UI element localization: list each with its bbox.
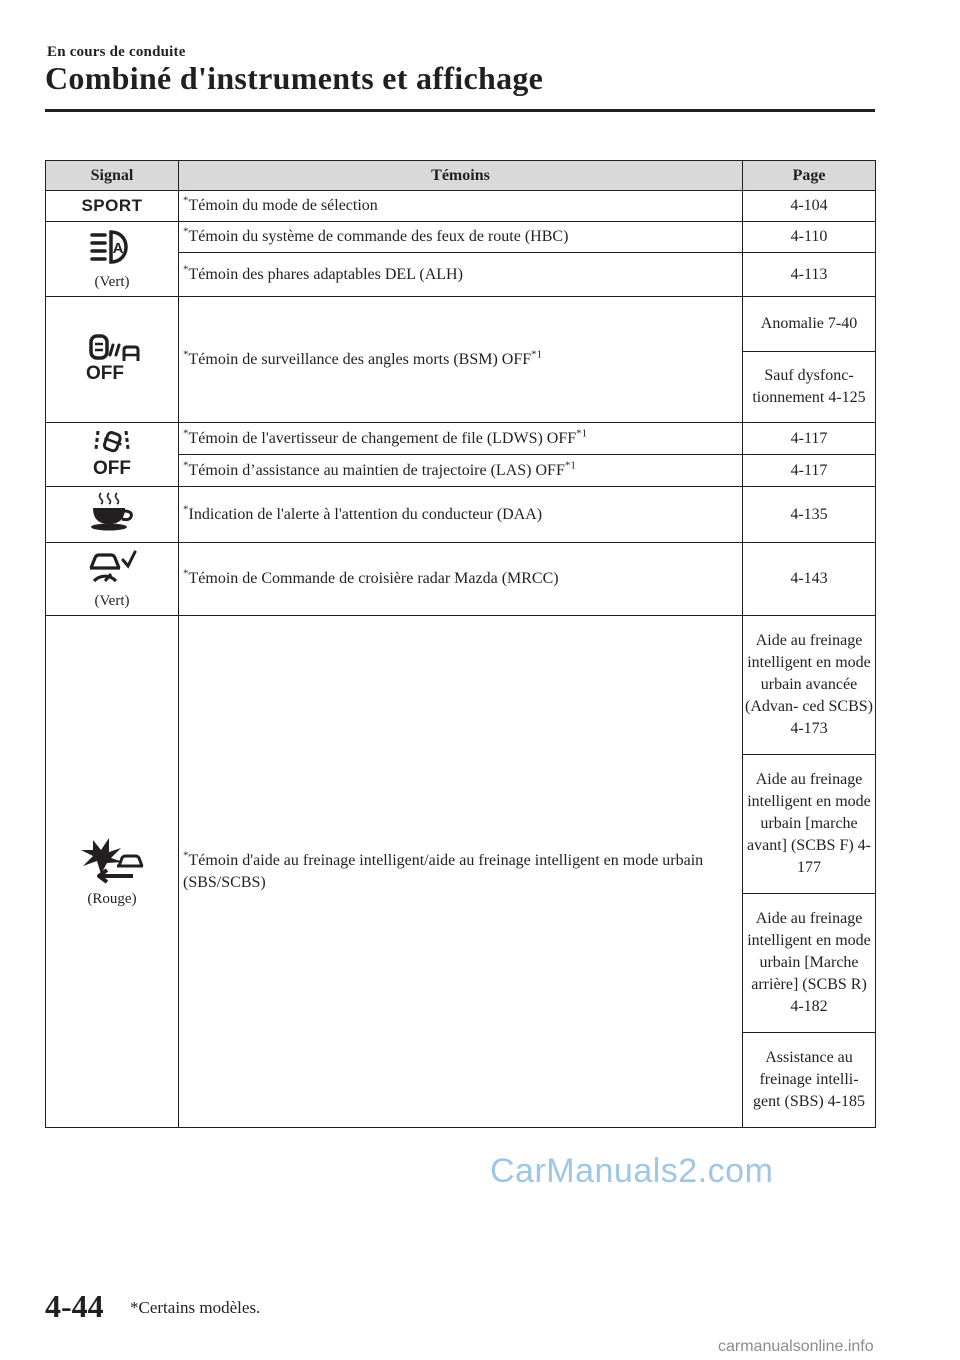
row-page: 4-117 — [743, 455, 876, 487]
row-page: Aide au freinage intelligent en mode urbain avancée (Advan- ced SCBS) 4-173 — [743, 616, 876, 755]
table-row — [46, 487, 876, 543]
signal-cell — [46, 487, 179, 543]
table-row — [46, 191, 876, 222]
sport-label: SPORT — [81, 196, 143, 215]
table-row — [46, 543, 876, 616]
collision-brake-icon — [79, 836, 145, 884]
signal-cell — [46, 543, 179, 616]
color-note: (Vert) — [94, 274, 130, 290]
signals-table — [45, 160, 876, 1128]
footnote: *Certains modèles. — [130, 1298, 261, 1317]
column-header-signal: Signal — [46, 161, 179, 191]
table-row — [46, 297, 876, 352]
table-row — [46, 222, 876, 253]
table-row — [46, 423, 876, 455]
sport-icon — [46, 191, 179, 222]
title-divider — [45, 109, 875, 112]
signal-cell — [46, 616, 179, 1128]
row-page: 4-104 — [743, 191, 876, 222]
row-page: 4-117 — [743, 423, 876, 455]
row-page: 4-143 — [743, 543, 876, 616]
watermark: CarManuals2.com — [490, 1152, 774, 1190]
color-note: (Vert) — [94, 593, 130, 609]
row-description: *Témoin du système de commande des feux de route (HBC) — [179, 222, 743, 253]
svg-text:OFF: OFF — [93, 458, 131, 477]
coffee-cup-icon — [89, 491, 135, 533]
auto-high-beam-icon — [89, 227, 135, 267]
page-number: 4-44 — [45, 1288, 104, 1324]
footer-watermark: carmanualsonline.info — [718, 1338, 874, 1355]
row-page: Aide au freinage intelligent en mode urbain [marche avant] (SCBS F) 4-177 — [743, 755, 876, 894]
row-description: *Témoin d'aide au freinage intelligent/aide au freinage intelligent en mode urbain (SBS/SCBS) — [179, 616, 743, 1128]
column-header-temoins: Témoins — [179, 161, 743, 191]
table-row — [46, 616, 876, 755]
row-page: Sauf dysfonc- tionnement 4-125 — [743, 352, 876, 423]
row-page: 4-110 — [743, 222, 876, 253]
row-description: *Témoin des phares adaptables DEL (ALH) — [179, 253, 743, 297]
row-description: *Témoin de l'avertisseur de changement de file (LDWS) OFF$^{*1}$ — [179, 423, 743, 455]
lane-off-icon — [88, 427, 136, 477]
radar-cruise-icon — [87, 548, 137, 586]
row-description: *Témoin de Commande de croisière radar Mazda (MRCC) — [179, 543, 743, 616]
row-description: *Témoin de surveillance des angles morts (BSM) OFF$^{*1}$ — [179, 297, 743, 423]
row-page: Aide au freinage intelligent en mode urbain [Marche arrière] (SCBS R) 4-182 — [743, 894, 876, 1033]
color-note: (Rouge) — [87, 890, 137, 907]
row-page: 4-135 — [743, 487, 876, 543]
signal-cell — [46, 423, 179, 487]
svg-text:A: A — [112, 240, 124, 257]
table-header-row — [46, 161, 876, 191]
column-header-page: Page — [743, 161, 876, 191]
row-description: *Témoin d’assistance au maintien de trajectoire (LAS) OFF$^{*1}$ — [179, 455, 743, 487]
page-title: Combiné d'instruments et affichage — [45, 60, 544, 96]
row-page: 4-113 — [743, 253, 876, 297]
bsm-off-icon — [83, 333, 141, 381]
signal-cell — [46, 297, 179, 423]
row-description: *Témoin du mode de sélection — [179, 191, 743, 222]
signal-cell — [46, 222, 179, 297]
row-page: Assistance au freinage intelli- gent (SBS) 4-185 — [743, 1033, 876, 1128]
row-description: *Indication de l'alerte à l'attention du conducteur (DAA) — [179, 487, 743, 543]
section-label: En cours de conduite — [47, 44, 186, 60]
row-page: Anomalie 7-40 — [743, 297, 876, 352]
svg-text:OFF: OFF — [86, 363, 124, 381]
